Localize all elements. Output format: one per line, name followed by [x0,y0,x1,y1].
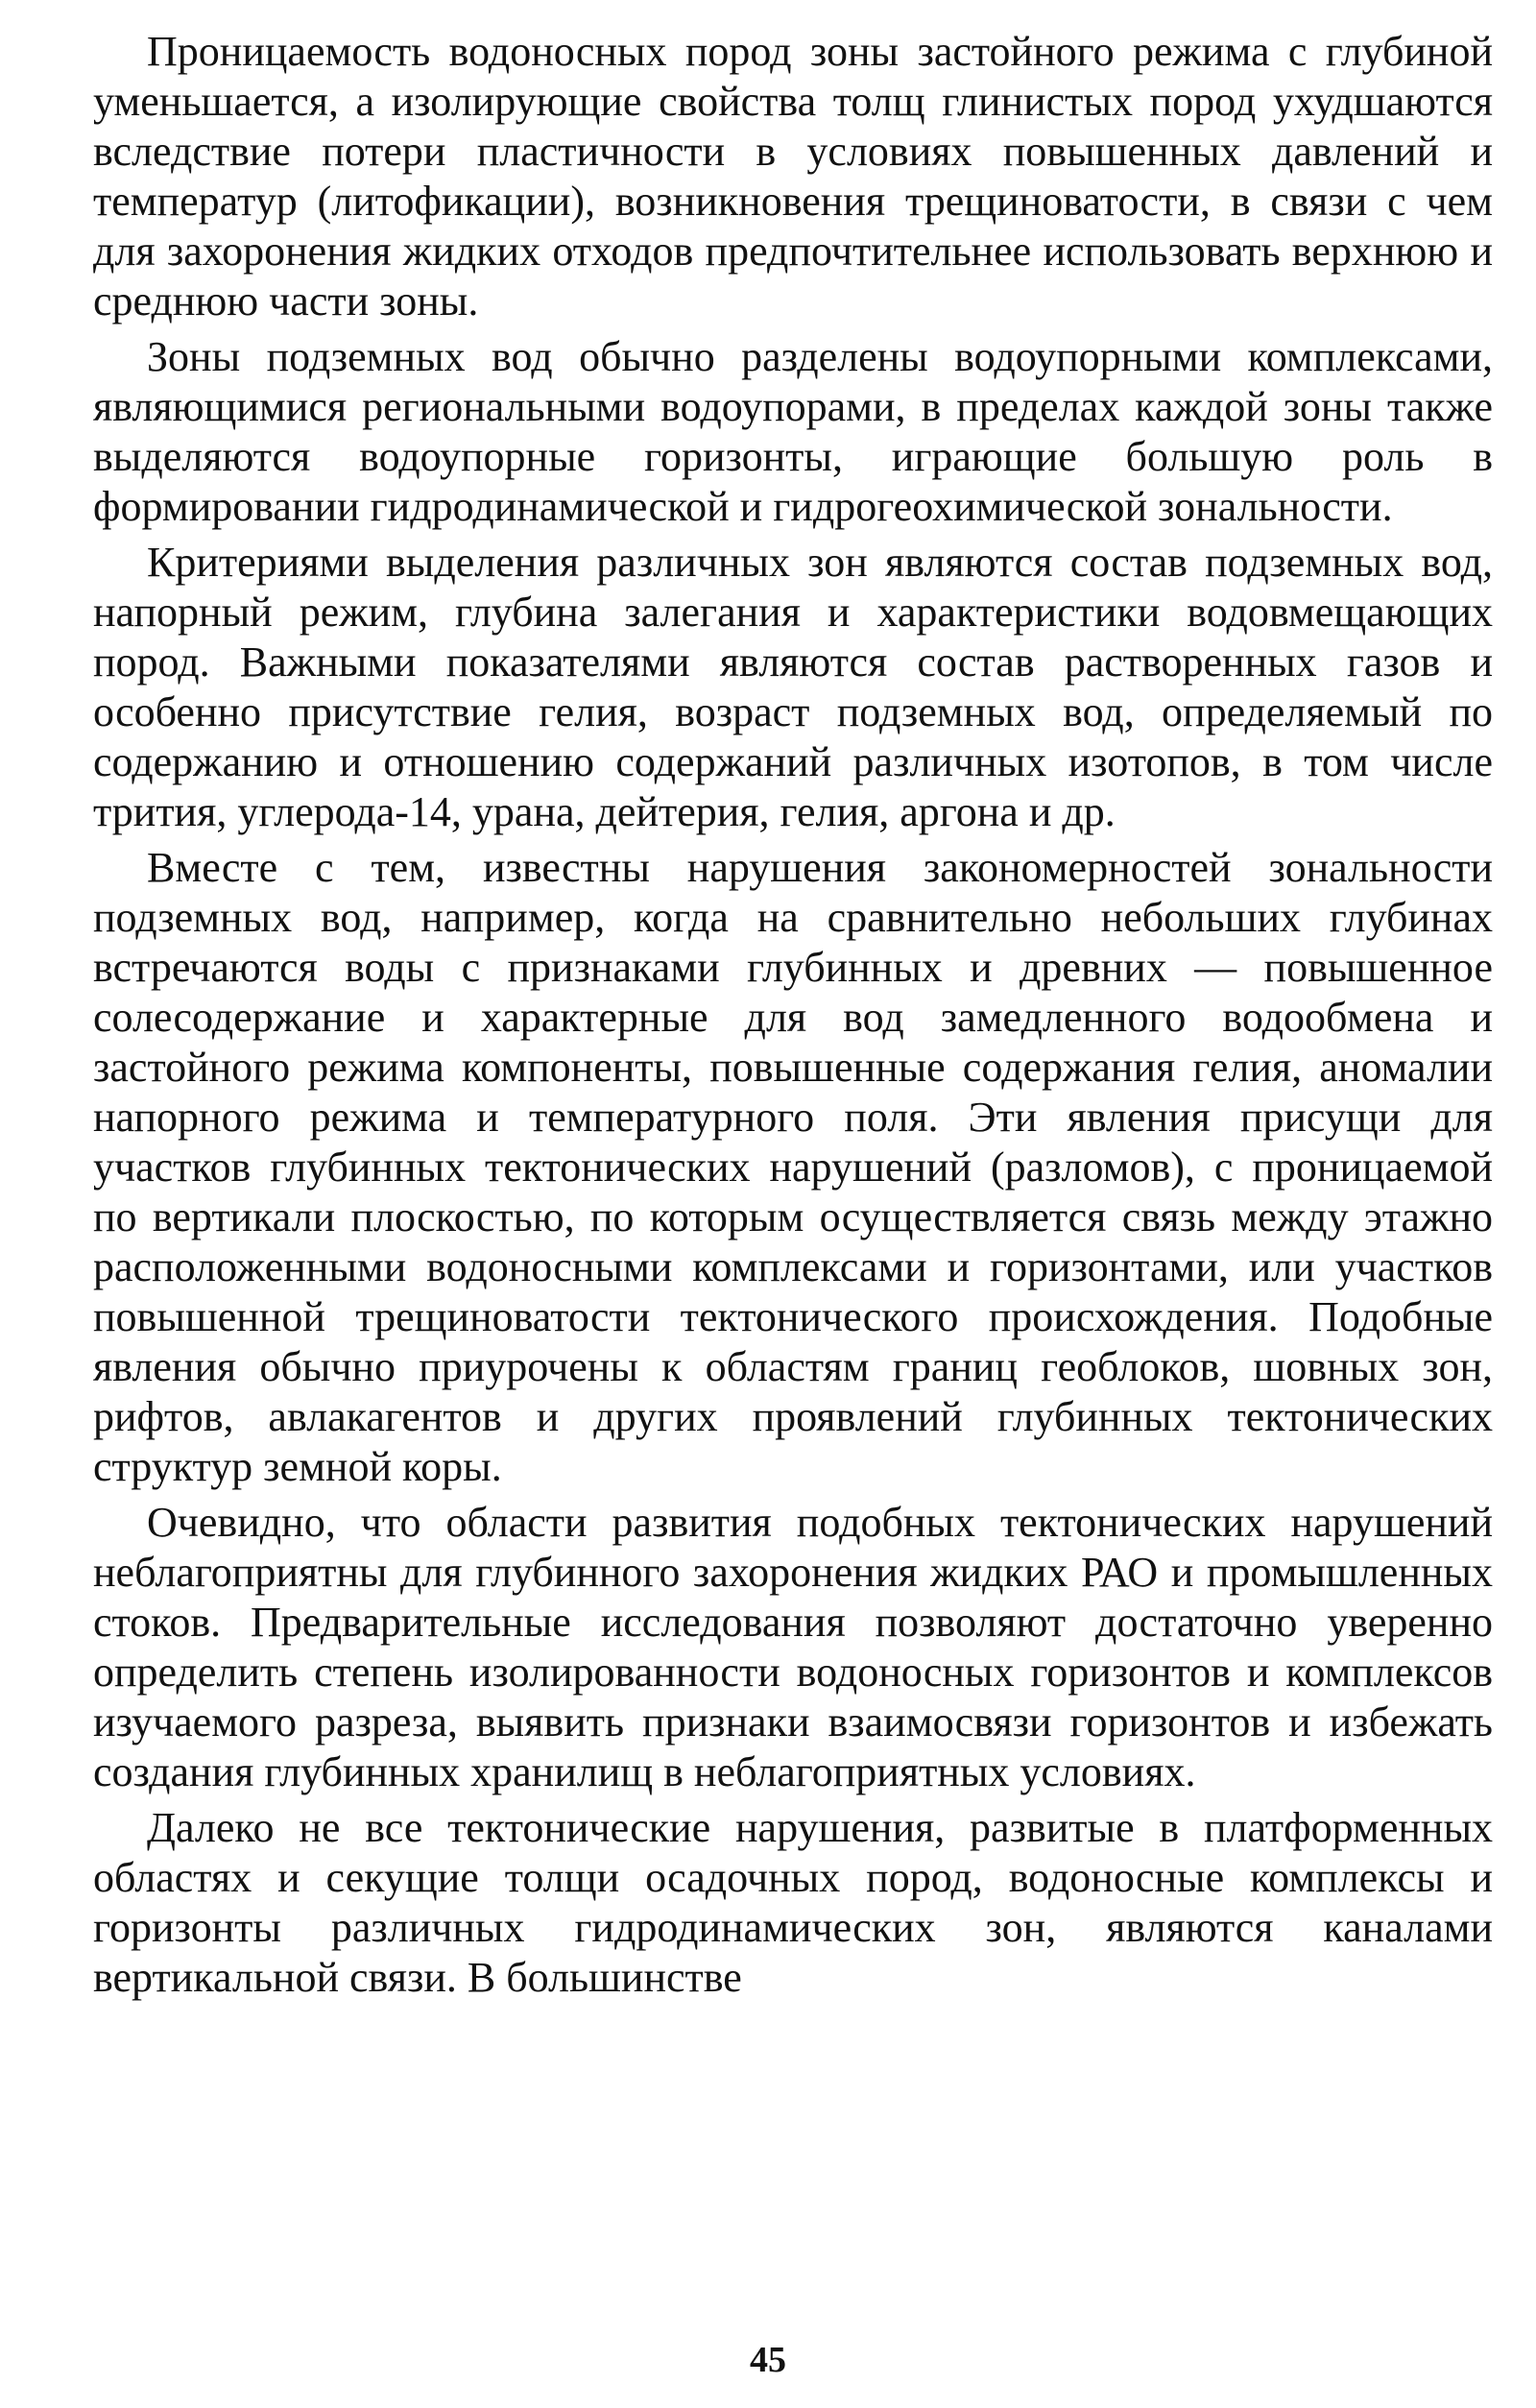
page-number: 45 [750,2340,786,2380]
paragraph-4: Вместе с тем, известны нарушения закономерностей зональности подземных вод, например, когда на сравнительно небольших глубинах встречаются воды с признаками глубинных и древних — повышенное солесодержание и характерные для вод замедленного водообмена и застойного режима компоненты, повышенные содержания гелия, аномалии напорного режима и температурного поля. Эти явления присущи для участков глубинных тектонических нарушений (разломов), с проницаемой по вертикали плоскостью, по которым осуществляется связь между этажно расположенными водоносными комплексами и горизонтами, или участков повышенной трещиноватости тектонического происхождения. Подобные явления обычно приурочены к областям границ геоблоков, шовных зон, рифтов, авлакагентов и других проявлений глубинных тектонических структур земной коры. [93,844,1493,1490]
paragraph-6: Далеко не все тектонические нарушения, развитые в платформенных областях и секущие толщи осадочных пород, водоносные комплексы и горизонты различных гидродинамических зон, являются каналами вертикальной связи. В большинстве [93,1804,1493,2001]
paragraph-1: Проницаемость водоносных пород зоны застойного режима с глубиной уменьшается, а изолирующие свойства толщ глинистых пород ухудшаются вследствие потери пластичности в условиях повышенных давлений и температур (литофикации), возникновения трещиноватости, в связи с чем для захоронения жидких отходов предпочтительнее использовать верхнюю и среднюю части зоны. [93,28,1493,325]
paragraph-5: Очевидно, что области развития подобных тектонических нарушений неблагоприятны для глубинного захоронения жидких РАО и промышленных стоков. Предварительные исследования позволяют достаточно уверенно определить степень изолированности водоносных горизонтов и комплексов изучаемого разреза, выявить признаки взаимосвязи горизонтов и избежать создания глубинных хранилищ в неблагоприятных условиях. [93,1499,1493,1795]
paragraph-3: Критериями выделения различных зон являются состав подземных вод, напорный режим, глубина залегания и характеристики водовмещающих пород. Важными показателями являются состав растворенных газов и особенно присутствие гелия, возраст подземных вод, определяемый по содержанию и отношению содержаний различных изотопов, в том числе трития, углерода-14, урана, дейтерия, гелия, аргона и др. [93,539,1493,835]
paragraph-2: Зоны подземных вод обычно разделены водоупорными комплексами, являющимися региональными водоупорами, в пределах каждой зоны также выделяются водоупорные горизонты, играющие большую роль в формировании гидродинамической и гидрогеохимической зональности. [93,333,1493,530]
page-body [93,27,1493,2009]
